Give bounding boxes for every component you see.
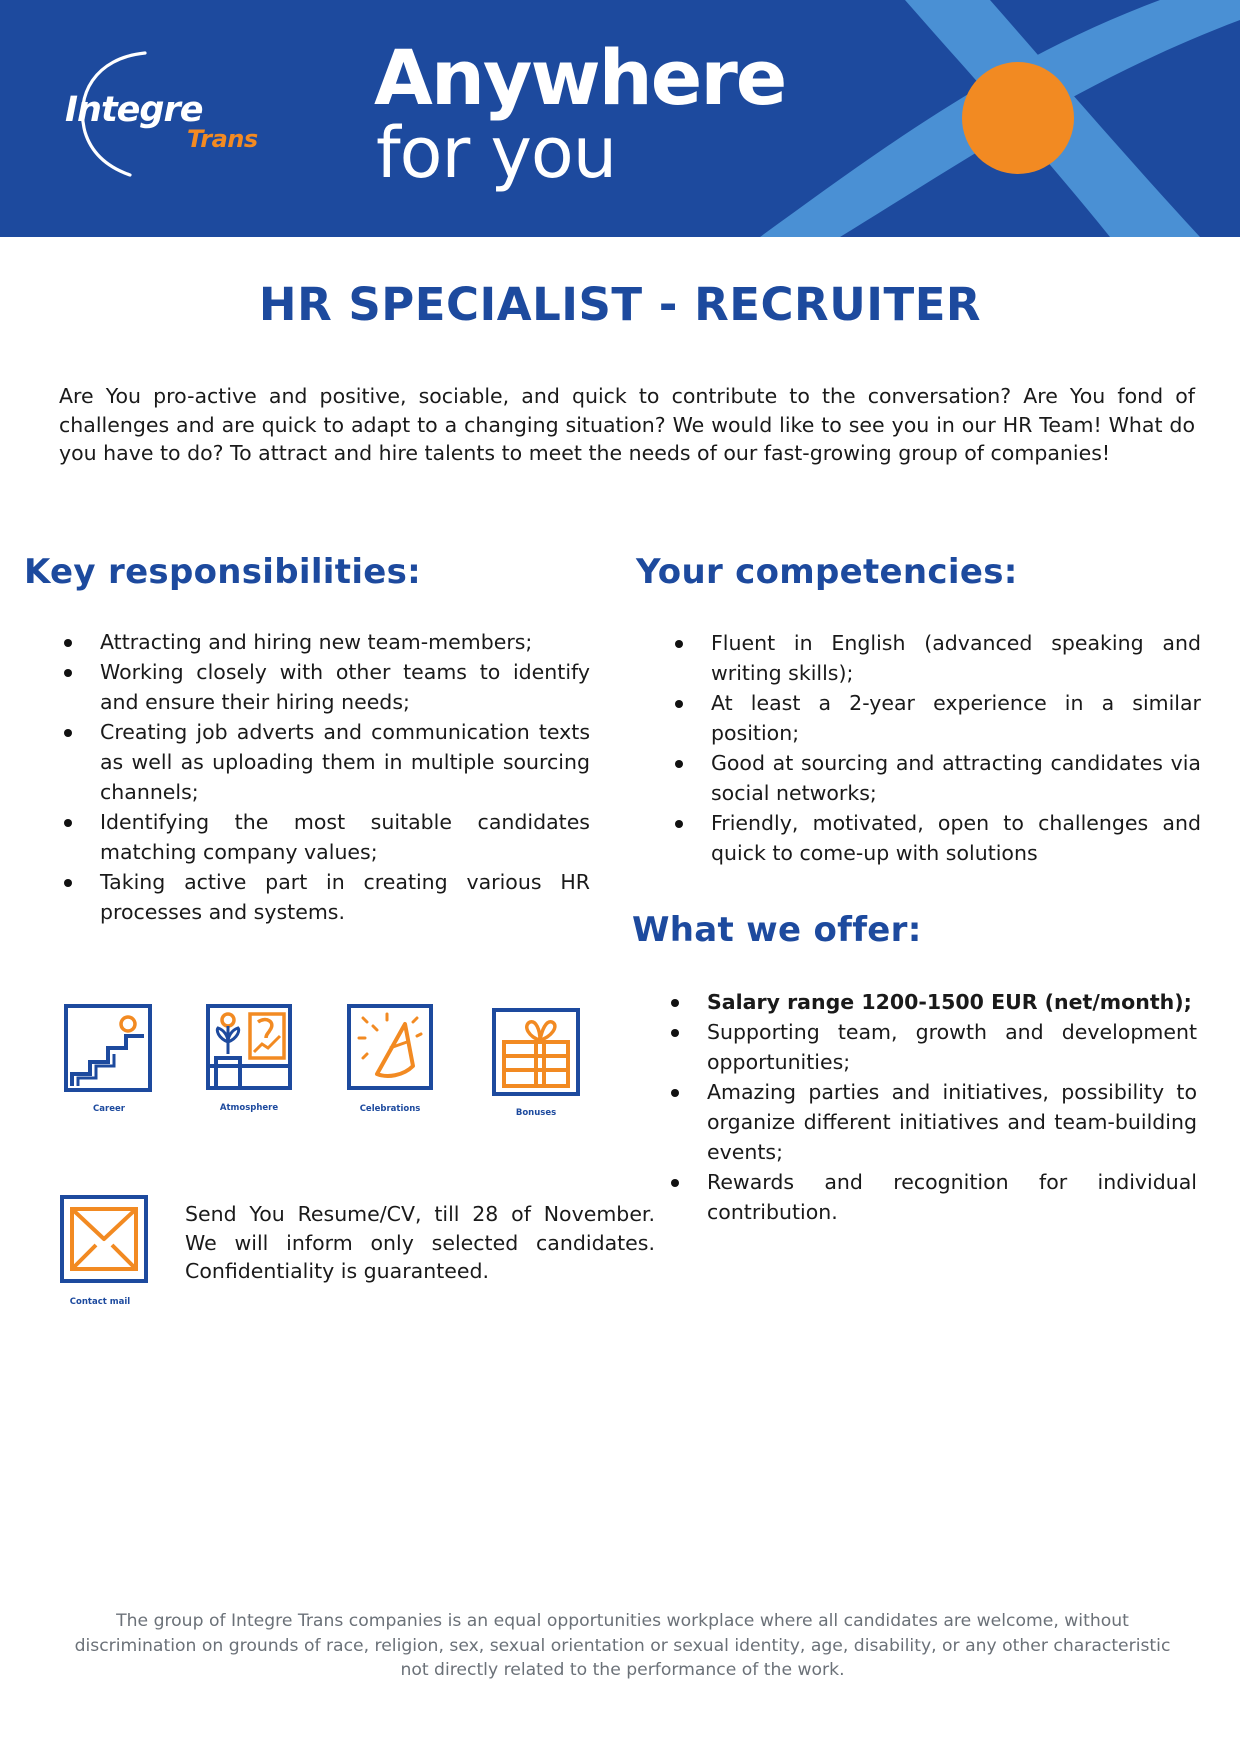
career-caption: Career <box>93 1104 125 1114</box>
header-banner <box>0 0 1240 237</box>
job-title: HR SPECIALIST - RECRUITER <box>258 278 982 331</box>
logo-text-main: Integre <box>65 90 203 130</box>
list-item: Creating job adverts and communication texts as well as uploading them in multiple sourcing channels; <box>60 717 590 807</box>
contact-instructions: Send You Resume/CV, till 28 of November. We will inform only selected candidates. Confidentiality is guaranteed. <box>185 1202 655 1283</box>
offer-heading: What we offer: <box>632 910 922 950</box>
career-stairs-icon <box>64 1004 154 1099</box>
slogan-line-2: for you <box>376 112 617 194</box>
bonuses-caption: Bonuses <box>515 1108 557 1118</box>
list-item: At least a 2-year experience in a similar position; <box>671 688 1201 748</box>
bonuses-gift-icon <box>492 1008 580 1101</box>
atmosphere-caption: Atmosphere <box>219 1103 279 1113</box>
competencies-heading: Your competencies: <box>636 552 1018 592</box>
list-item: Rewards and recognition for individual contribution. <box>667 1167 1197 1227</box>
celebrations-icon <box>347 1004 433 1095</box>
list-item: Working closely with other teams to identify and ensure their hiring needs; <box>60 657 590 717</box>
offer-list <box>667 987 1197 1227</box>
list-item: Amazing parties and initiatives, possibility to organize different initiatives and team-building events; <box>667 1077 1197 1167</box>
list-item: Salary range 1200-1500 EUR (net/month); <box>667 987 1197 1017</box>
responsibilities-heading: Key responsibilities: <box>24 552 422 592</box>
orange-sun-circle <box>962 62 1074 174</box>
list-item: Fluent in English (advanced speaking and writing skills); <box>671 628 1201 688</box>
celebrations-caption: Celebrations <box>359 1104 421 1114</box>
mail-envelope-icon[interactable] <box>60 1195 150 1290</box>
responsibilities-list <box>60 627 590 927</box>
list-item: Taking active part in creating various HR processes and systems. <box>60 867 590 927</box>
equal-opportunity-footer: The group of Integre Trans companies is an equal opportunities workplace where all candidates are welcome, without discrimination on grounds of race, religion, sex, sexual orientation or sexual identity, age, disability, or any other characteristic not directly related to the performance of the work. <box>74 1611 1171 1680</box>
logo-text-sub: Trans <box>187 125 258 153</box>
company-logo[interactable] <box>60 50 290 180</box>
list-item: Supporting team, growth and development opportunities; <box>667 1017 1197 1077</box>
list-item: Good at sourcing and attracting candidates via social networks; <box>671 748 1201 808</box>
list-item: Identifying the most suitable candidates matching company values; <box>60 807 590 867</box>
slogan-line-1: Anywhere <box>374 33 786 122</box>
competencies-list <box>671 628 1201 868</box>
intro-paragraph: Are You pro-active and positive, sociable, and quick to contribute to the conversation? Are You fond of challenges and are quick to adapt to a changing situation? We would like to see you in our HR Team! What do you have to do? To attract and hire talents to meet the needs of our fast-growing group of companies! <box>59 384 1195 465</box>
list-item: Attracting and hiring new team-members; <box>60 627 590 657</box>
contact-mail-caption: Contact mail <box>69 1297 131 1307</box>
list-item: Friendly, motivated, open to challenges and quick to come-up with solutions <box>671 808 1201 868</box>
atmosphere-icon <box>206 1004 292 1095</box>
